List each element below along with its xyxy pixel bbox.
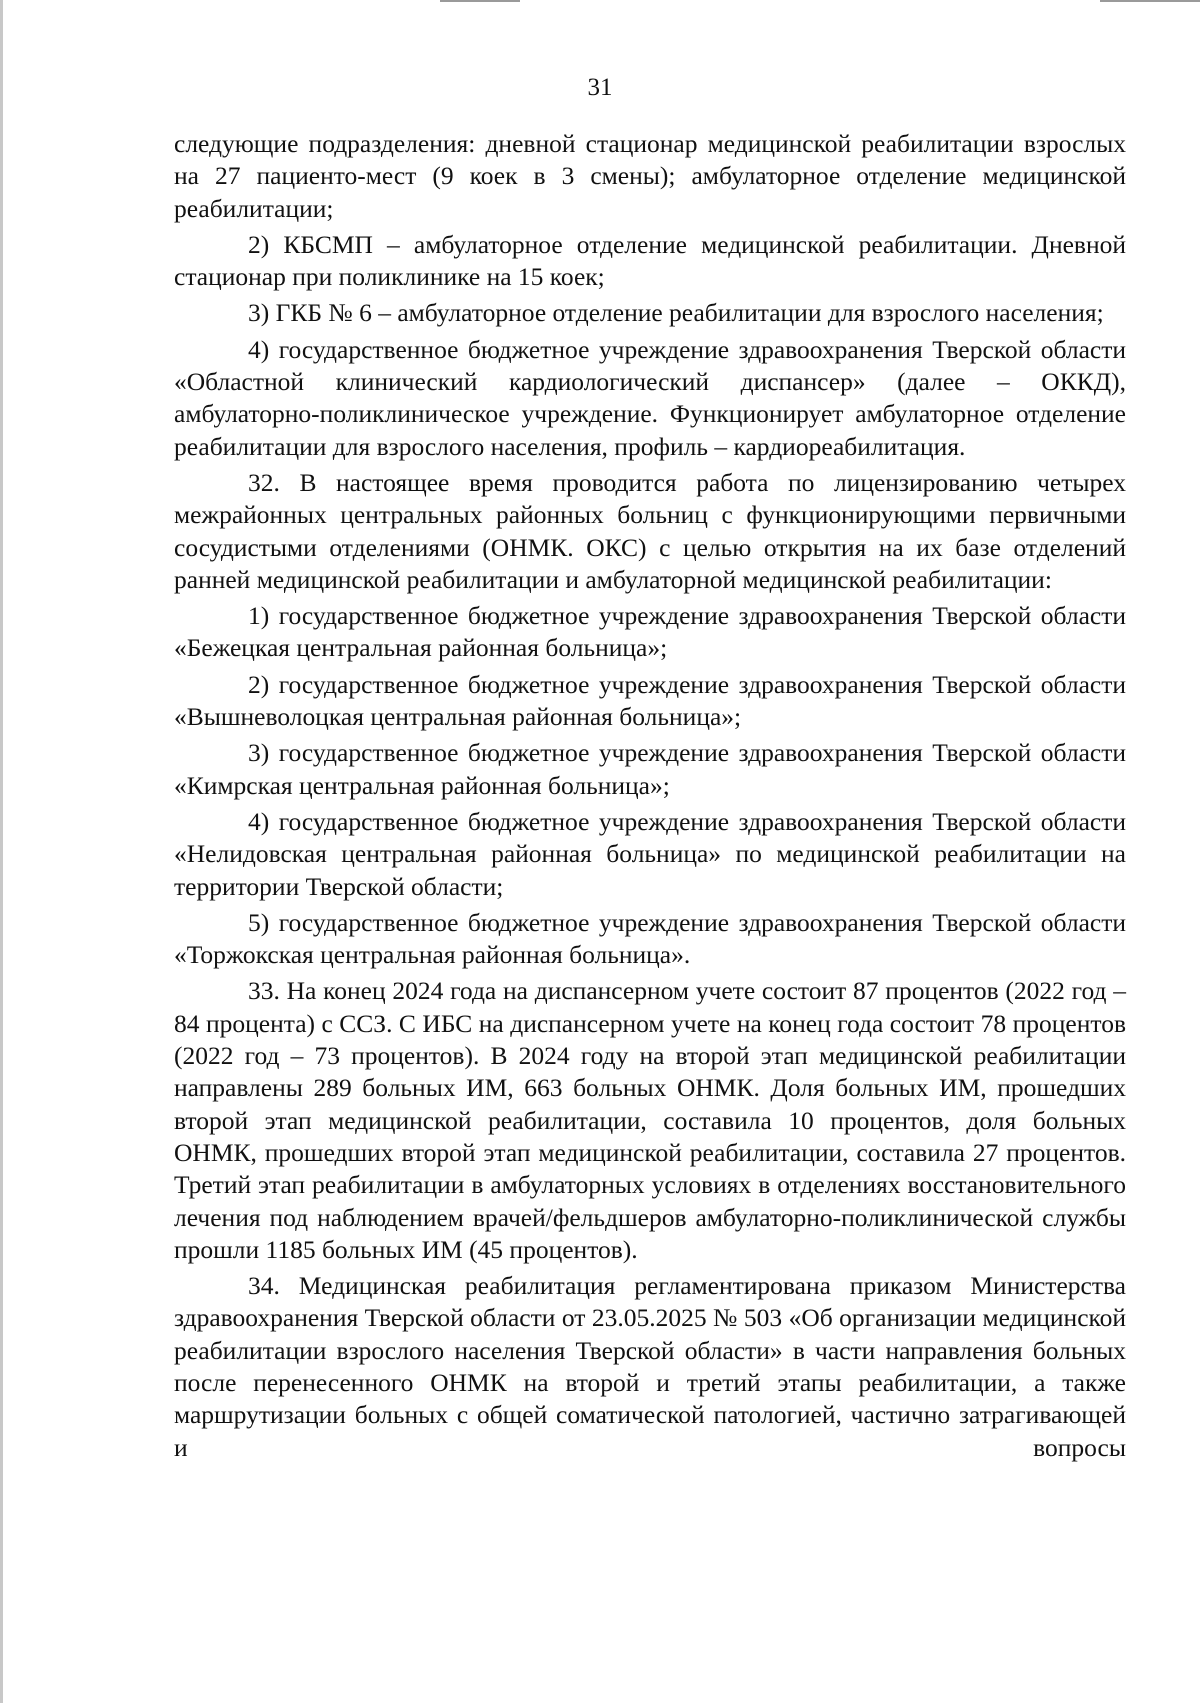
document-body	[174, 128, 1126, 1464]
paragraph: 3) ГКБ № 6 – амбулаторное отделение реабилитации для взрослого населения;	[248, 298, 1104, 328]
paragraph: 5) государственное бюджетное учреждение здравоохранения Тверской области «Торжокская центральная районная больница».	[174, 907, 1126, 970]
paragraph: 4) государственное бюджетное учреждение здравоохранения Тверской области «Нелидовская центральная районная больница» по медицинской реабилитации на территории Тверской области;	[174, 806, 1126, 901]
paragraph: 2) государственное бюджетное учреждение здравоохранения Тверской области «Вышневолоцкая центральная районная больница»;	[174, 669, 1126, 732]
paragraph: 2) КБСМП – амбулаторное отделение медицинской реабилитации. Дневной стационар при поликлинике на 15 коек;	[174, 229, 1126, 292]
paragraph: 33. На конец 2024 года на диспансерном учете состоит 87 процентов (2022 год – 84 процента) с ССЗ. С ИБС на диспансерном учете на конец года состоит 78 процентов (2022 год – 73 процентов). В 2024 году на второй этап медицинской реабилитации направлены 289 больных ИМ, 663 больных ОНМК. Доля больных ИМ, прошедших второй этап медицинской реабилитации, составила 10 процентов, доля больных ОНМК, прошедших второй этап медицинской реабилитации, составила 27 процентов. Третий этап реабилитации в амбулаторных условиях в отделениях восстановительного лечения под наблюдением врачей/фельдшеров амбулаторно-поликлинической службы прошли 1185 больных ИМ (45 процентов).	[174, 976, 1126, 1264]
paragraph: 4) государственное бюджетное учреждение здравоохранения Тверской области «Областной клинический кардиологический диспансер» (далее – ОККД), амбулаторно-поликлиническое учреждение. Функционирует амбулаторное отделение реабилитации для взрослого населения, профиль – кардиореабилитация.	[174, 334, 1126, 461]
paragraph: 32. В настоящее время проводится работа по лицензированию четырех межрайонных центральных районных больниц с функционирующими первичными сосудистыми отделениями (ОНМК. ОКС) с целью открытия на их базе отделений ранней медицинской реабилитации и амбулаторной медицинской реабилитации:	[174, 467, 1126, 594]
scan-mark-top	[440, 0, 520, 2]
scan-edge	[0, 0, 3, 1703]
paragraph: 34. Медицинская реабилитация регламентирована приказом Министерства здравоохранения Тверской области от 23.05.2025 № 503 «Об организации медицинской реабилитации взрослого населения Тверской области» в части направления больных после перенесенного ОНМК на второй и третий этапы реабилитации, а также маршрутизации больных с общей соматической патологией, частично затрагивающей и вопросы	[174, 1271, 1126, 1462]
paragraph: 3) государственное бюджетное учреждение здравоохранения Тверской области «Кимрская центральная районная больница»;	[174, 738, 1126, 800]
scan-mark-top-right	[1100, 0, 1200, 2]
page-number: 31	[587, 74, 613, 101]
paragraph: следующие подразделения: дневной стационар медицинской реабилитации взрослых на 27 пациенто-мест (9 коек в 3 смены); амбулаторное отделение медицинской реабилитации;	[174, 129, 1126, 223]
paragraph: 1) государственное бюджетное учреждение здравоохранения Тверской области «Бежецкая центральная районная больница»;	[174, 601, 1126, 663]
